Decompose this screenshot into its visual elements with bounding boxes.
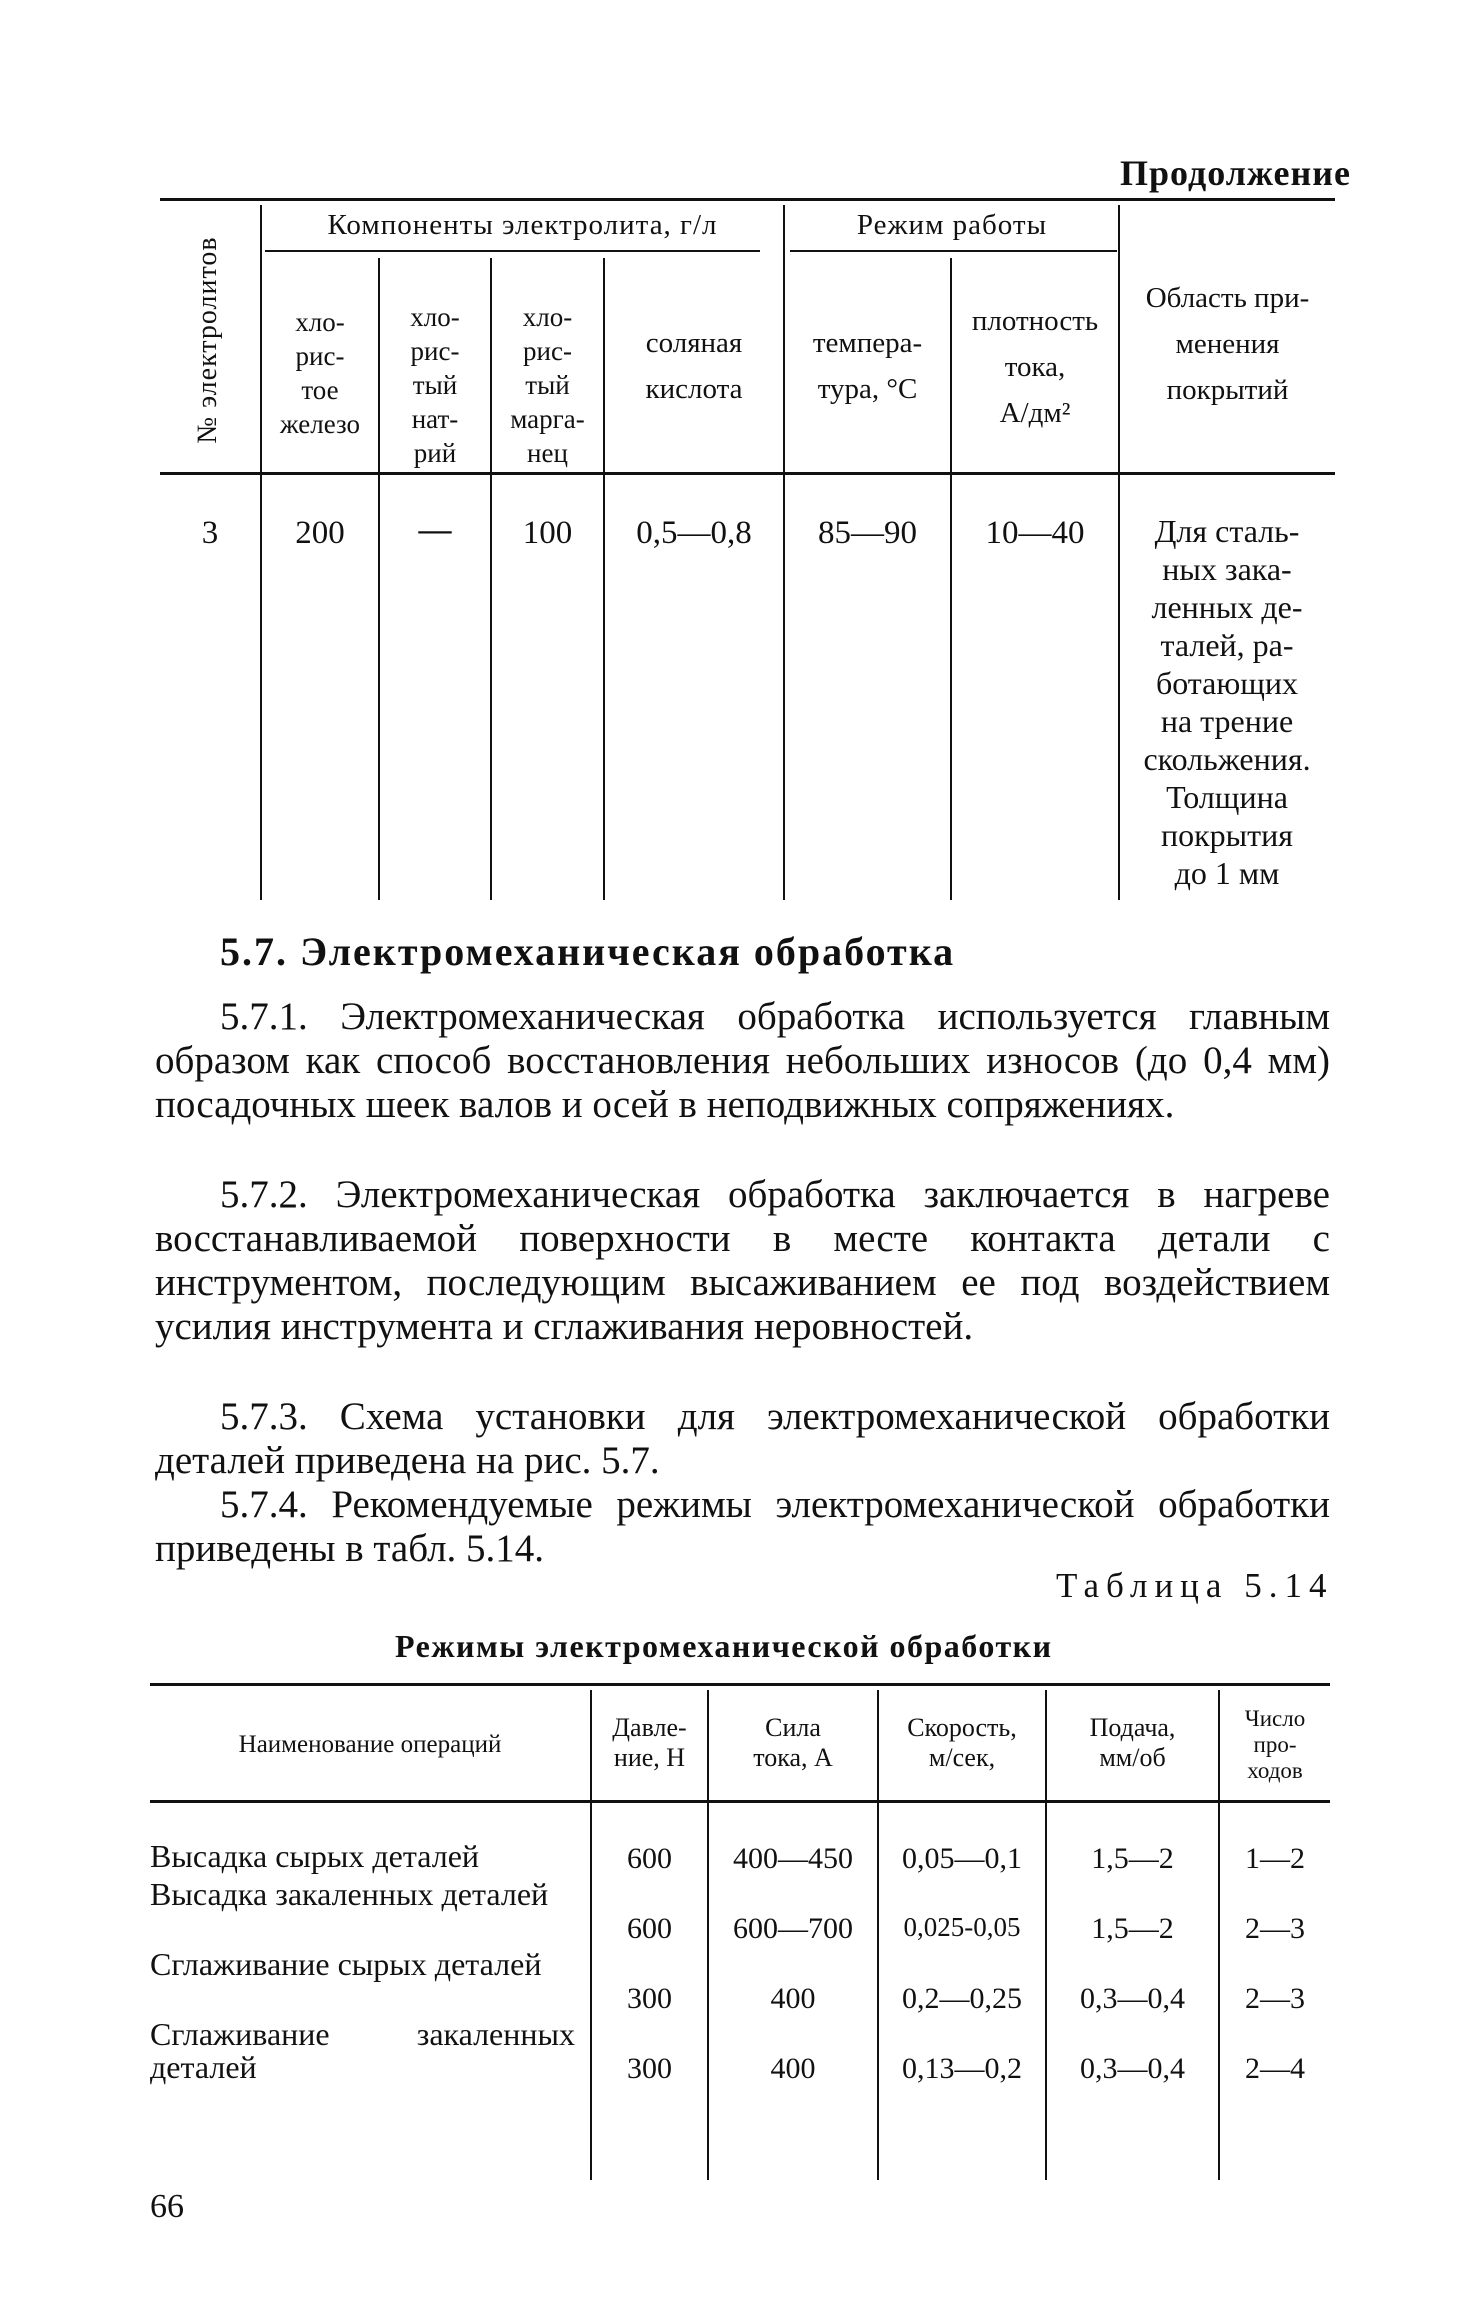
table2-col-pressure: Давле- ние, Н: [612, 1713, 687, 1772]
table2-header-rule: [150, 1800, 1330, 1803]
table2-row-feed: 0,3—0,4: [1080, 1982, 1185, 2015]
table2-row-speed: 0,13—0,2: [902, 2052, 1022, 2085]
table2-row-passes: 2—4: [1245, 2052, 1305, 2085]
table2-row-feed: 1,5—2: [1091, 1912, 1174, 1945]
table1-col-sodium-chloride: хло- рис- тый нат- рий: [410, 302, 460, 468]
paragraph-5-7-3: 5.7.3. Схема установки для электромеханической обработки деталей приведена на рис. 5.7.: [155, 1395, 1330, 1482]
table2-col-feed: Подача, мм/об: [1089, 1713, 1176, 1772]
table1-cell-current-density: 10—40: [985, 515, 1085, 551]
table1-col-iron-chloride: хло- рис- тое железо: [279, 307, 361, 439]
table1-cell-application: Для сталь- ных зака- ленных де- талей, ра- ботающих на трение скольжения. Толщина покрытия до 1 мм: [1143, 513, 1311, 891]
table2-title: Режимы электромеханической обработки: [395, 1628, 1053, 1664]
table2-row-passes: 1—2: [1245, 1842, 1305, 1875]
table2-col-current: Сила тока, А: [753, 1713, 833, 1772]
table2-top-rule: [150, 1683, 1330, 1686]
table2-col-passes: Число про- ходов: [1244, 1706, 1306, 1783]
table2-row-operation: Высадка закаленных деталей: [150, 1876, 549, 1912]
table1-mode-header: Режим работы: [856, 209, 1048, 241]
paragraph-5-7-2: 5.7.2. Электромеханическая обработка заключается в нагреве восстанавливаемой поверхности в месте контакта детали с инструментом, последующим высаживанием ее под воздействием усилия инструмента и сглаживания неровностей.: [155, 1173, 1330, 1348]
table2-row-speed: 0,05—0,1: [902, 1842, 1022, 1875]
table2-row-passes: 2—3: [1245, 1982, 1305, 2015]
table2-row-speed: 0,025-0,05: [903, 1912, 1021, 1942]
table2-row-current: 600—700: [733, 1912, 853, 1945]
table1-col-current-density: плотность тока, А/дм²: [971, 305, 1099, 429]
table2-row-pressure: 300: [627, 1982, 672, 2015]
table2-row-current: 400: [770, 1982, 816, 2015]
paragraph-5-7-4: 5.7.4. Рекомендуемые режимы электромеханической обработки приведены в табл. 5.14.: [155, 1483, 1330, 1570]
table2-row-operation: Сглаживание закаленных деталей: [150, 2016, 575, 2085]
table1-cell-temperature: 85—90: [818, 515, 917, 551]
table2-row-feed: 1,5—2: [1091, 1842, 1174, 1875]
table1-top-rule: [160, 198, 1335, 201]
table1-col-application: Область при- менения покрытий: [1145, 282, 1310, 406]
table1-header-rule: [160, 472, 1335, 475]
table2-row-pressure: 600: [627, 1842, 672, 1875]
table1-cell-manganese-chloride: 100: [522, 515, 573, 551]
table1-row-number-header: № электролитов: [192, 236, 223, 444]
table1-col-hcl: соляная кислота: [645, 327, 743, 405]
table2-row-speed: 0,2—0,25: [902, 1982, 1022, 2015]
section-title: 5.7. Электромеханическая обработка: [220, 929, 956, 974]
table1-components-subrule: [265, 250, 760, 252]
table2-row-current: 400—450: [733, 1842, 853, 1875]
table2-col-operation: Наименование операций: [238, 1731, 502, 1758]
table2-row-passes: 2—3: [1245, 1912, 1305, 1945]
table2-row-operation: Сглаживание сырых деталей: [150, 1946, 542, 1982]
table1-components-header: Компоненты электролита, г/л: [327, 209, 718, 241]
table1-mode-subrule: [790, 250, 1117, 252]
continuation-label: Продолжение: [1120, 153, 1351, 193]
table1-cell-number: 3: [201, 515, 219, 551]
page-number: 66: [150, 2188, 184, 2225]
table2-number: Таблица 5.14: [1056, 1566, 1334, 1605]
table1-cell-hcl: 0,5—0,8: [636, 515, 752, 551]
table1-col-temperature: темпера- тура, °С: [812, 327, 923, 405]
table2-row-operation: Высадка сырых деталей: [150, 1838, 480, 1874]
paragraph-5-7-1: 5.7.1. Электромеханическая обработка используется главным образом как способ восстановления небольших износов (до 0,4 мм) посадочных шеек валов и осей в неподвижных сопряжениях.: [155, 995, 1330, 1126]
table1-cell-sodium-chloride: —: [418, 512, 452, 548]
table2-row-pressure: 300: [627, 2052, 672, 2085]
table1-cell-iron-chloride: 200: [295, 515, 345, 551]
table2-col-speed: Скорость, м/сек,: [907, 1713, 1017, 1772]
table2-row-pressure: 600: [627, 1912, 672, 1945]
table2-row-feed: 0,3—0,4: [1080, 2052, 1185, 2085]
table2-row-current: 400: [770, 2052, 816, 2085]
table1-col-manganese-chloride: хло- рис- тый марга- нец: [510, 302, 585, 468]
